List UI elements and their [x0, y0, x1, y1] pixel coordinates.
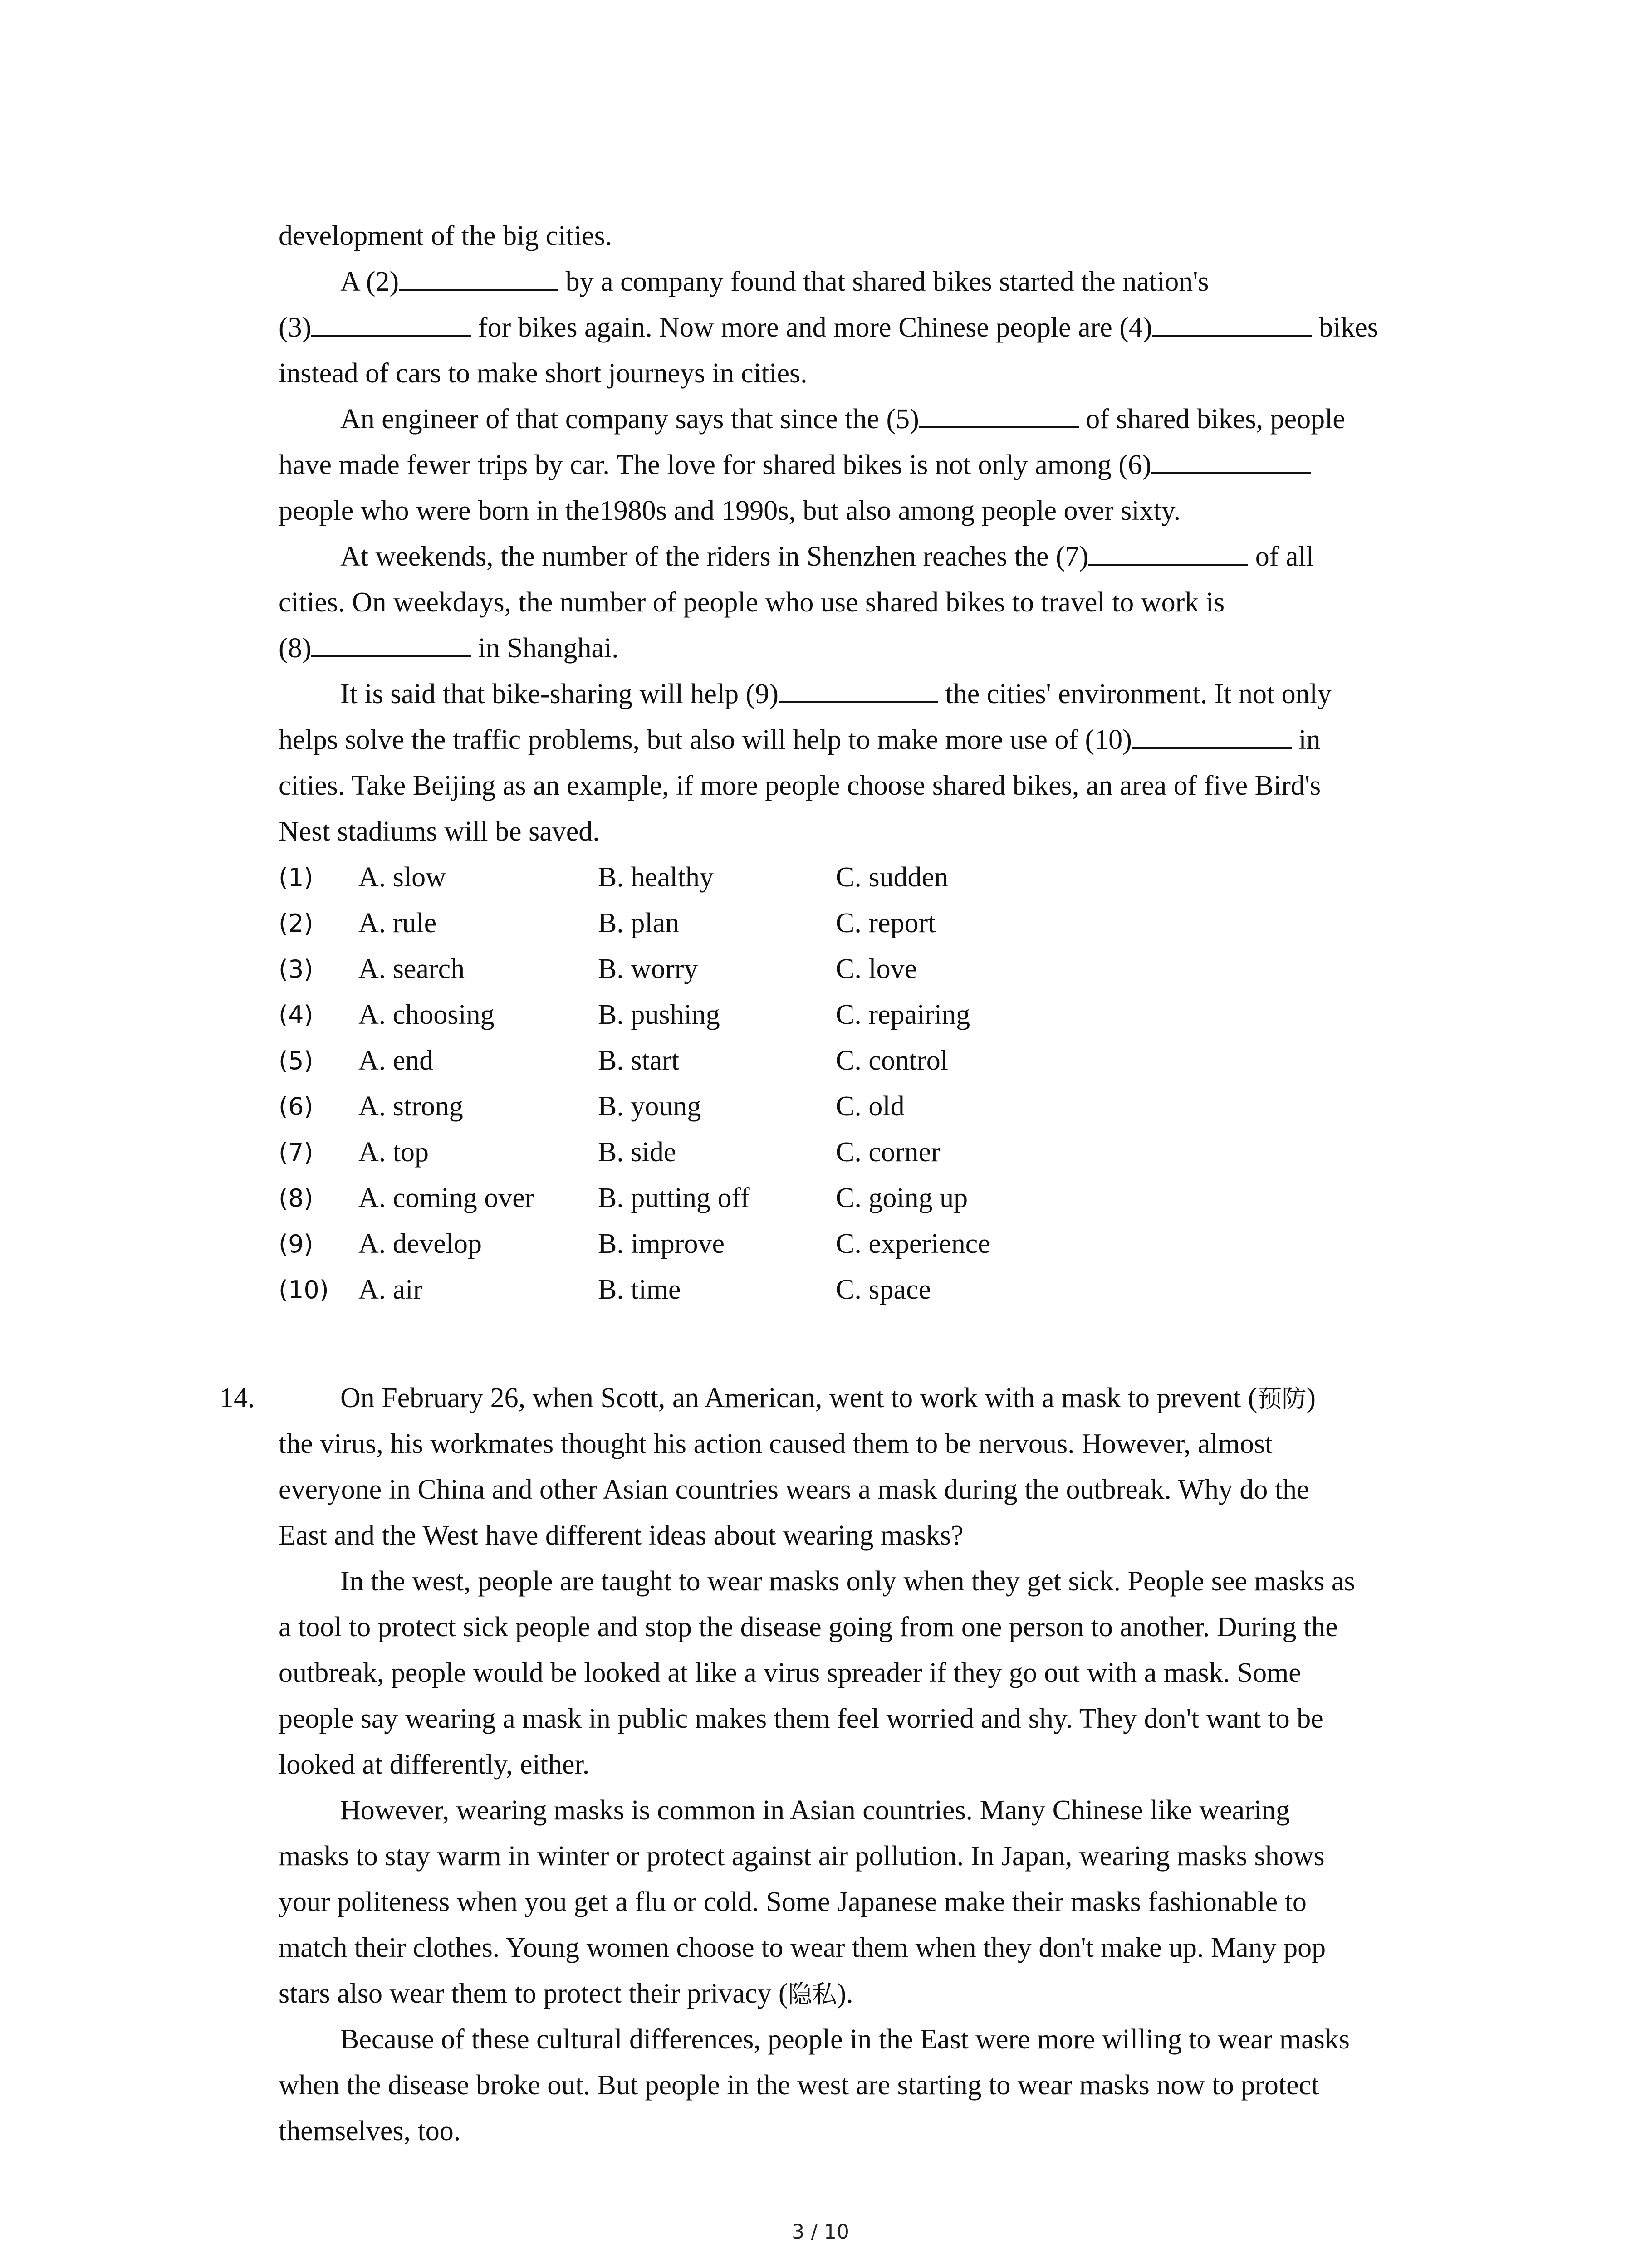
passage-text: At weekends, the number of the riders in Shenzhen reaches the (7): [340, 541, 1089, 572]
option-b: B. plan: [598, 908, 680, 938]
option-number: (5): [279, 1046, 314, 1075]
option-a: A. slow: [358, 862, 446, 893]
passage-line: [279, 1375, 1476, 1421]
passage-text: of shared bikes, people: [1078, 404, 1345, 435]
passage-line: [279, 1833, 1476, 1879]
answer-blank-7: [1088, 536, 1248, 566]
passage-line: [279, 1421, 1476, 1467]
answer-blank-8: [311, 627, 471, 657]
passage-line: [279, 809, 1476, 855]
passage-text: a tool to protect sick people and stop the disease going from one person to another. During the: [279, 1612, 1338, 1642]
option-b: B. time: [598, 1274, 681, 1305]
passage-line: [279, 1559, 1476, 1604]
option-number: (3): [279, 955, 314, 983]
option-a: A. search: [358, 953, 465, 984]
passage-text: On February 26, when Scott, an American, went to work with a mask to prevent (: [340, 1383, 1258, 1413]
passage-text: instead of cars to make short journeys in cities.: [279, 358, 808, 389]
passage-text: your politeness when you get a flu or cold. Some Japanese make their masks fashionable to: [279, 1887, 1307, 1917]
passage-line: [279, 1467, 1476, 1513]
option-b: B. young: [598, 1091, 701, 1122]
option-row: [279, 855, 1476, 900]
passage-text: In the west, people are taught to wear masks only when they get sick. People see masks as: [340, 1566, 1355, 1597]
passage-text: themselves, too.: [279, 2116, 461, 2146]
passage-text: for bikes again. Now more and more Chinese people are (4): [471, 312, 1152, 343]
passage-line: [279, 1925, 1476, 1971]
option-a: A. coming over: [358, 1183, 534, 1213]
passage-text: It is said that bike-sharing will help (9): [340, 679, 779, 709]
passage-continued: [279, 213, 1476, 1313]
answer-options: [279, 855, 1476, 1313]
option-row: [279, 946, 1476, 992]
passage-line: [279, 488, 1476, 534]
option-number: (7): [279, 1138, 314, 1167]
passage-line: [279, 442, 1476, 488]
passage-text: masks to stay warm in winter or protect against air pollution. In Japan, wearing masks shows: [279, 1841, 1325, 1872]
passage-line: [279, 763, 1476, 809]
answer-blank-3: [311, 307, 471, 337]
option-a: A. strong: [358, 1091, 463, 1122]
passage-line: [279, 1742, 1476, 1788]
passage-text: the cities' environment. It not only: [938, 679, 1332, 709]
option-b: B. side: [598, 1137, 676, 1168]
page-number: 3 / 10: [792, 2220, 849, 2244]
passage-line: [279, 2063, 1476, 2108]
passage-line: [279, 671, 1476, 717]
passage-text: (3): [279, 312, 312, 343]
option-b: B. worry: [598, 953, 698, 984]
passage-text: bikes: [1312, 312, 1378, 343]
passage-text: have made fewer trips by car. The love for shared bikes is not only among (6): [279, 450, 1151, 480]
option-c: C. control: [836, 1045, 948, 1076]
passage-text: everyone in China and other Asian countries wears a mask during the outbreak. Why do the: [279, 1474, 1309, 1505]
answer-blank-2: [399, 261, 558, 291]
option-row: [279, 1267, 1476, 1313]
passage-text: of all: [1248, 541, 1314, 572]
option-row: [279, 1038, 1476, 1084]
answer-blank-9: [779, 673, 938, 703]
option-number: (9): [279, 1230, 314, 1258]
passage-line: [279, 2017, 1476, 2063]
question-14-passage: [279, 1375, 1476, 2154]
question-number: 14.: [220, 1383, 255, 1413]
passage-line: [279, 1604, 1476, 1650]
passage-line: [279, 396, 1476, 442]
passage-text: ).: [837, 1978, 853, 2009]
passage-text: An engineer of that company says that since the (5): [340, 404, 919, 435]
passage-text: outbreak, people would be looked at like a virus spreader if they go out with a mask. Some: [279, 1657, 1301, 1688]
option-b: B. pushing: [598, 999, 720, 1030]
passage-line: [279, 717, 1476, 763]
passage-text: when the disease broke out. But people in the west are starting to wear masks now to protect: [279, 2070, 1319, 2101]
answer-blank-4: [1152, 307, 1312, 337]
option-a: A. air: [358, 1274, 423, 1305]
passage-text: people who were born in the1980s and 1990s, but also among people over sixty.: [279, 495, 1181, 526]
option-number: (2): [279, 909, 314, 938]
option-row: [279, 1221, 1476, 1267]
passage-text: by a company found that shared bikes started the nation's: [558, 266, 1209, 297]
passage-text: helps solve the traffic problems, but also will help to make more use of (10): [279, 724, 1132, 755]
option-c: C. space: [836, 1274, 931, 1305]
option-a: A. develop: [358, 1228, 482, 1259]
option-c: C. love: [836, 953, 917, 984]
passage-text: in: [1291, 724, 1321, 755]
option-c: C. old: [836, 1091, 905, 1122]
passage-text: cities. On weekdays, the number of people who use shared bikes to travel to work is: [279, 587, 1225, 618]
option-number: (10): [279, 1276, 329, 1304]
passage-line: [279, 1650, 1476, 1696]
option-c: C. corner: [836, 1137, 941, 1168]
passage-text: development of the big cities.: [279, 220, 612, 251]
passage-line: [279, 2108, 1476, 2154]
passage-line: [279, 626, 1476, 671]
option-c: C. experience: [836, 1228, 990, 1259]
option-b: B. improve: [598, 1228, 725, 1259]
passage-text: ): [1306, 1383, 1316, 1413]
answer-blank-6: [1151, 444, 1311, 474]
option-a: A. rule: [358, 908, 437, 938]
option-c: C. sudden: [836, 862, 948, 893]
passage-text: East and the West have different ideas about wearing masks?: [279, 1520, 964, 1551]
option-b: B. putting off: [598, 1183, 750, 1213]
chinese-gloss: 预防: [1257, 1384, 1307, 1413]
passage-text: cities. Take Beijing as an example, if more people choose shared bikes, an area of five Bird's: [279, 770, 1321, 801]
passage-line: [279, 305, 1476, 351]
option-row: [279, 992, 1476, 1038]
option-row: [279, 1084, 1476, 1129]
passage-text: in Shanghai.: [471, 633, 619, 664]
passage-text: stars also wear them to protect their privacy (: [279, 1978, 788, 2009]
passage-line: [279, 1513, 1476, 1559]
passage-line: [279, 1788, 1476, 1833]
passage-text: the virus, his workmates thought his action caused them to be nervous. However, almost: [279, 1428, 1273, 1459]
passage-line: [279, 213, 1476, 259]
option-row: [279, 1129, 1476, 1175]
answer-blank-10: [1132, 719, 1292, 749]
option-row: [279, 1175, 1476, 1221]
option-b: B. healthy: [598, 862, 714, 893]
passage-line: [279, 534, 1476, 580]
option-number: (6): [279, 1092, 314, 1121]
option-number: (1): [279, 863, 314, 892]
option-c: C. going up: [836, 1183, 968, 1213]
answer-blank-5: [919, 398, 1079, 428]
passage-text: match their clothes. Young women choose to wear them when they don't make up. Many pop: [279, 1932, 1326, 1963]
passage-line: [279, 1879, 1476, 1925]
passage-line: [279, 1971, 1476, 2017]
passage-text: A (2): [340, 266, 399, 297]
passage-line: [279, 580, 1476, 626]
passage-line: [279, 1696, 1476, 1742]
option-b: B. start: [598, 1045, 680, 1076]
passage-text: Nest stadiums will be saved.: [279, 816, 600, 847]
passage-text: However, wearing masks is common in Asian countries. Many Chinese like wearing: [340, 1795, 1290, 1826]
option-a: A. choosing: [358, 999, 495, 1030]
option-c: C. report: [836, 908, 936, 938]
option-a: A. end: [358, 1045, 434, 1076]
option-row: [279, 900, 1476, 946]
chinese-gloss: 隐私: [788, 1980, 837, 2009]
passage-text: (8): [279, 633, 312, 664]
passage-text: Because of these cultural differences, people in the East were more willing to wear masks: [340, 2024, 1350, 2055]
passage-text: people say wearing a mask in public makes them feel worried and shy. They don't want to be: [279, 1703, 1323, 1734]
passage-line: [279, 259, 1476, 305]
option-number: (4): [279, 1001, 314, 1029]
option-a: A. top: [358, 1137, 429, 1168]
passage-line: [279, 351, 1476, 396]
option-number: (8): [279, 1184, 314, 1212]
passage-text: looked at differently, either.: [279, 1749, 590, 1780]
option-c: C. repairing: [836, 999, 970, 1030]
